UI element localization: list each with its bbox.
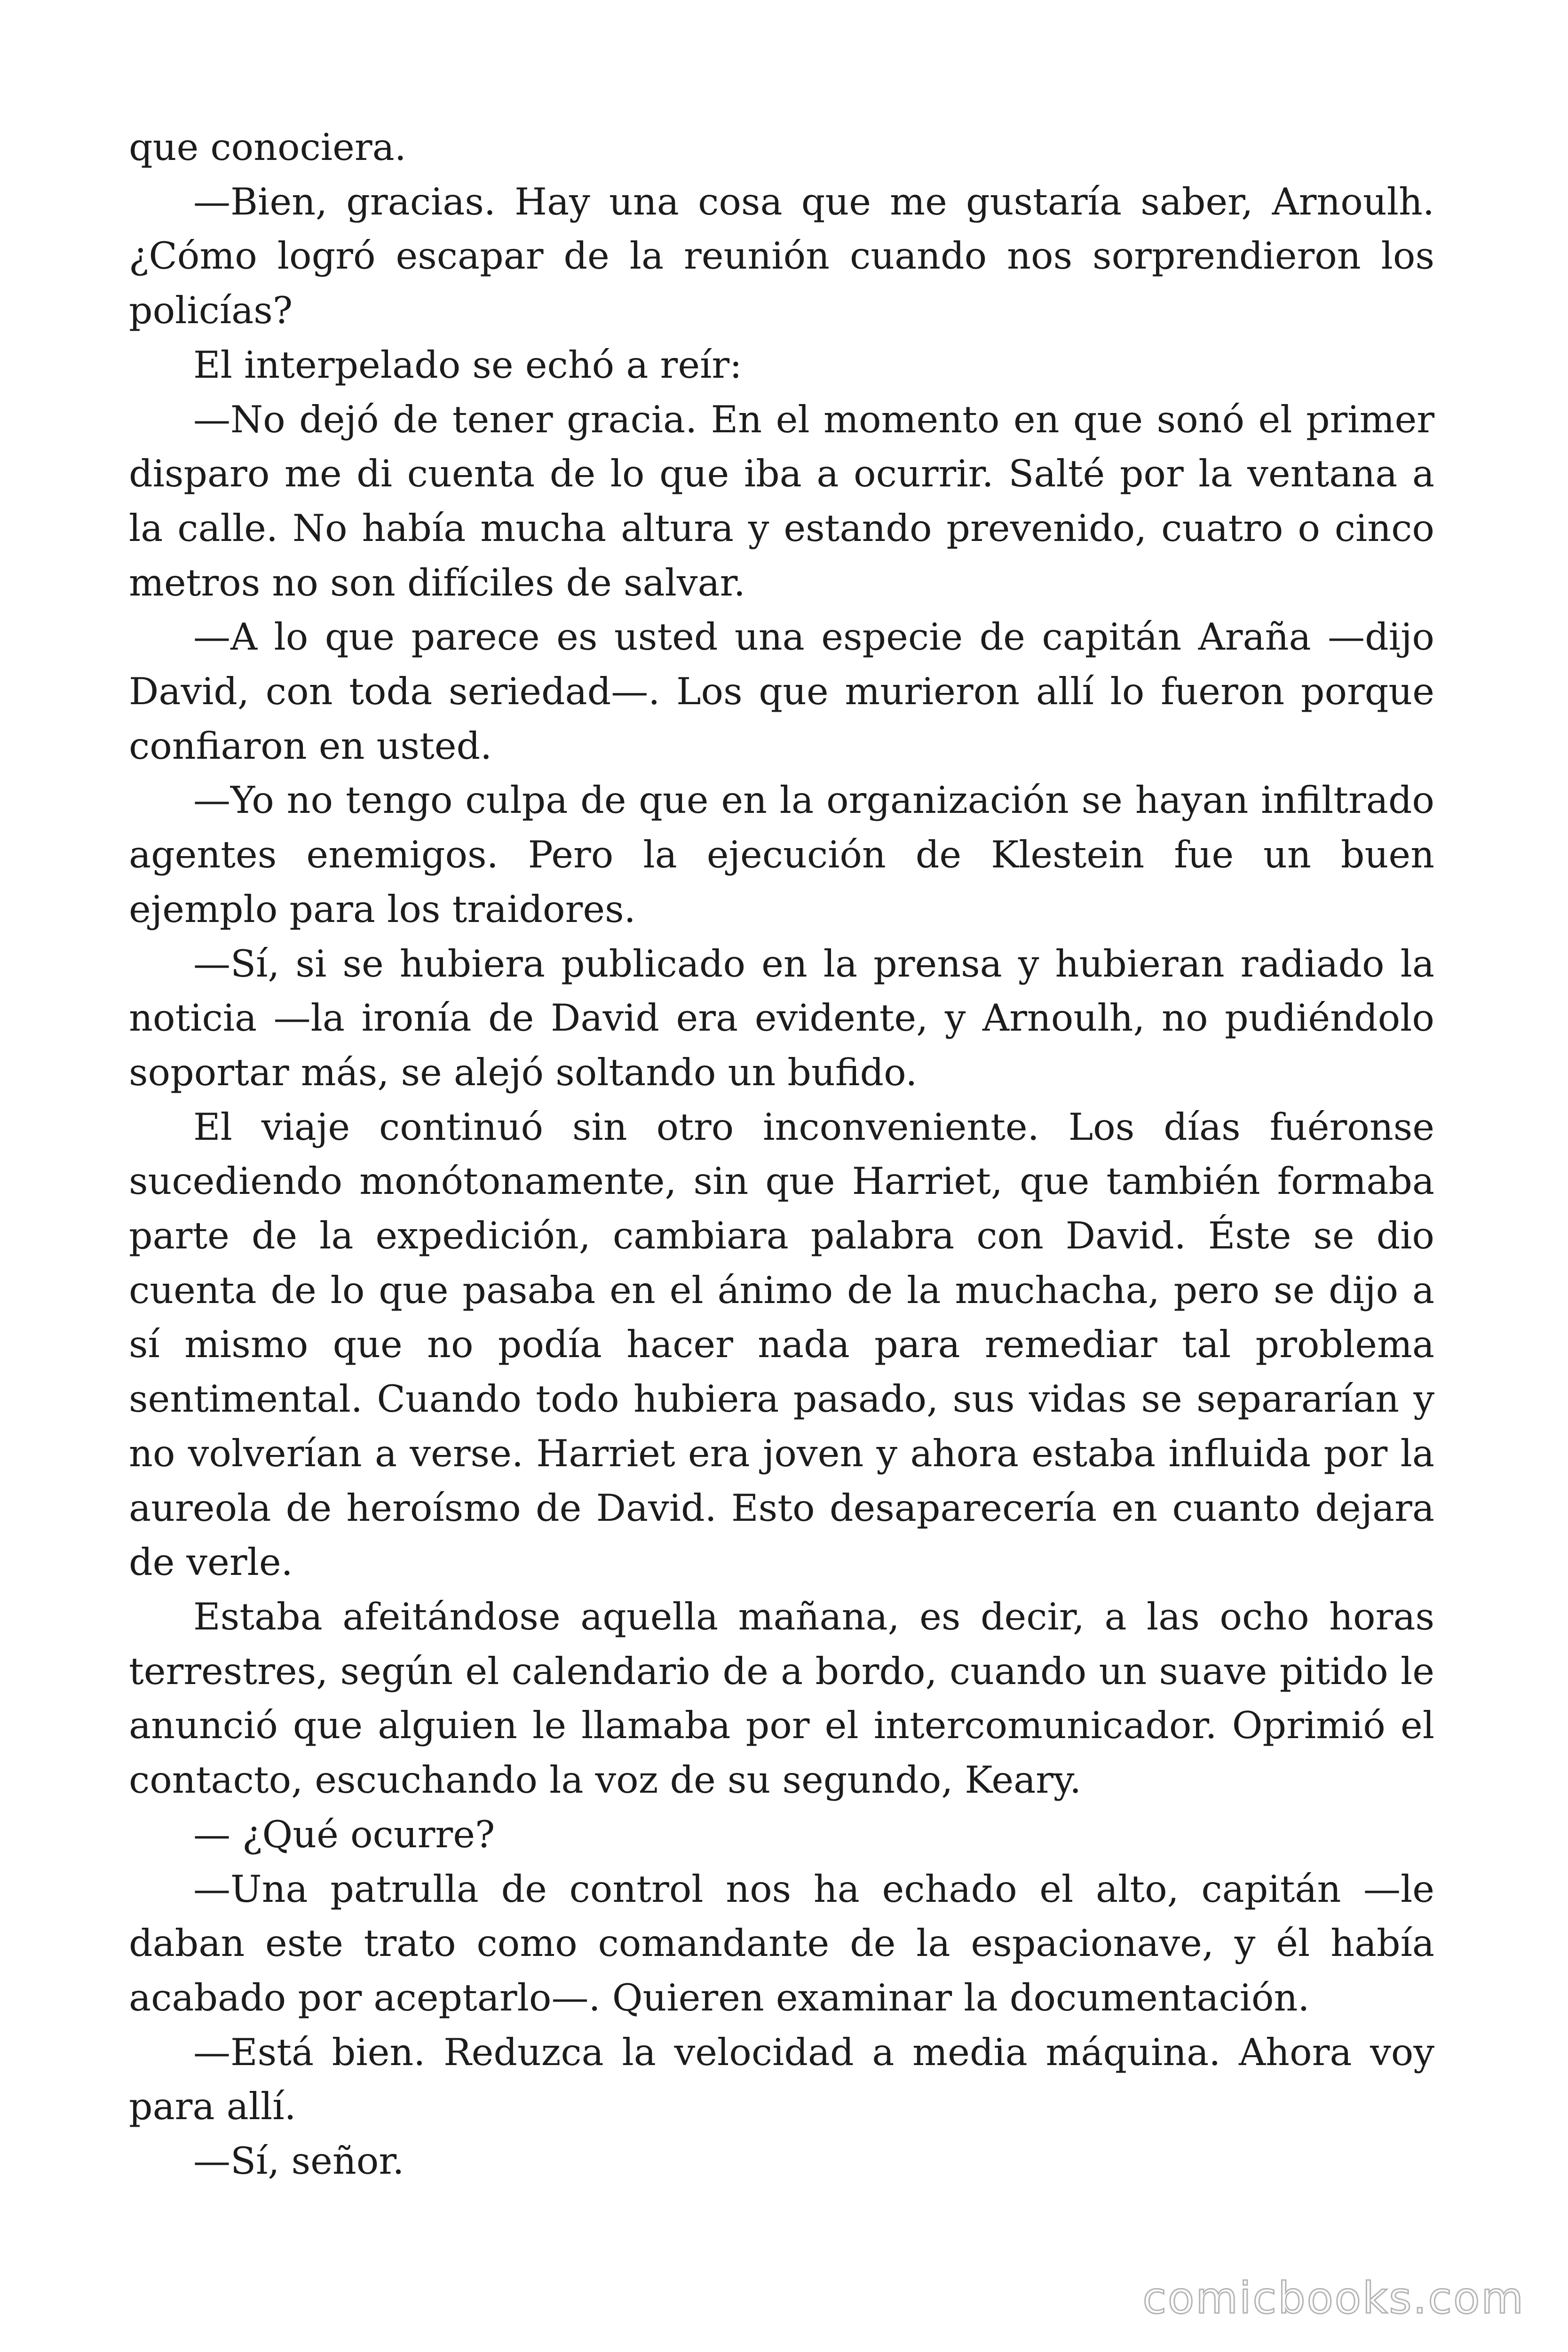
paragraph-continuation: que conociera. [129, 126, 406, 169]
paragraph: — ¿Qué ocurre? [193, 1812, 495, 1856]
paragraph: —Una patrulla de control nos ha echado el alto, capitán —le daban este trato como comandante de la espacionave, y él había acabado por aceptarlo—. Quieren examinar la documentación. [129, 1867, 1434, 2019]
paragraph: El viaje continuó sin otro inconveniente. Los días fuéronse sucediendo monótonamente, sin que Harriet, que también formaba parte de la expedición, cambiara palabra con David. Éste se dio cuenta de lo que pasaba en el ánimo de la muchacha, pero se dijo a sí mismo que no podía hacer nada para remediar tal problema sentimental. Cuando todo hubiera pasado, sus vidas se separarían y no volverían a verse. Harriet era joven y ahora estaba influida por la aureola de heroísmo de David. Esto desaparecería en cuanto dejara de verle. [129, 1105, 1434, 1584]
paragraph: Estaba afeitándose aquella mañana, es decir, a las ocho horas terrestres, según el calendario de a bordo, cuando un suave pitido le anunció que alguien le llamaba por el intercomunicador. Oprimió el contacto, escuchando la voz de su segundo, Keary. [129, 1595, 1434, 1802]
book-page-text [129, 120, 1434, 2189]
paragraph: El interpelado se echó a reír: [193, 343, 742, 387]
paragraph: —Sí, si se hubiera publicado en la prensa y hubieran radiado la noticia —la ironía de David era evidente, y Arnoulh, no pudiéndolo soportar más, se alejó soltando un bufido. [129, 942, 1434, 1094]
watermark: comicbooks.com [1142, 2273, 1525, 2323]
paragraph: —No dejó de tener gracia. En el momento en que sonó el primer disparo me di cuenta de lo que iba a ocurrir. Salté por la ventana a la calle. No había mucha altura y estando prevenido, cuatro o cinco metros no son difíciles de salvar. [129, 397, 1434, 604]
paragraph: —Bien, gracias. Hay una cosa que me gustaría saber, Arnoulh. ¿Cómo logró escapar de la reunión cuando nos sorprendieron los policías? [129, 180, 1434, 333]
paragraph: —Yo no tengo culpa de que en la organización se hayan infiltrado agentes enemigos. Pero la ejecución de Klestein fue un buen ejemplo para los traidores. [129, 779, 1434, 931]
paragraph: —Sí, señor. [193, 2139, 404, 2183]
paragraph: —Está bien. Reduzca la velocidad a media máquina. Ahora voy para allí. [129, 2030, 1434, 2129]
paragraph: —A lo que parece es usted una especie de capitán Araña —dijo David, con toda seriedad—. Los que murieron allí lo fueron porque confiaron en usted. [129, 615, 1434, 768]
